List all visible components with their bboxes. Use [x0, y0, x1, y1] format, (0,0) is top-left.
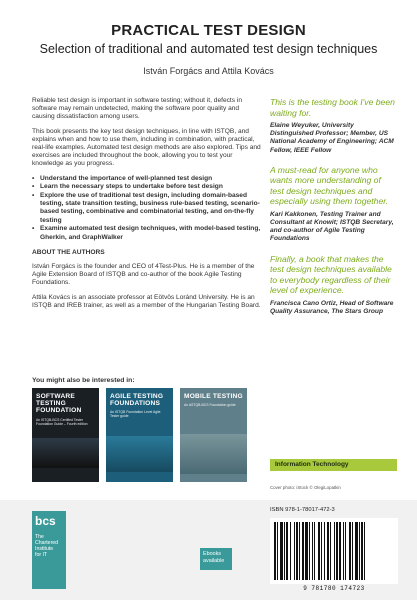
barcode-bar	[339, 522, 341, 580]
isbn-label: ISBN 978-1-78017-472-3	[270, 507, 335, 513]
related-heading: You might also be interested in:	[32, 377, 135, 384]
description-paragraph-2: This book presents the key test design techniques, in line with ISTQB, and explains when and how to use them, including in combination, with practical, real-life examples. Automated test design methods are also explored. Tips and exercises are included throughout the book, allowing you to test your knowledge as you progress.	[32, 127, 261, 168]
barcode-bar	[296, 522, 298, 580]
barcode-bar	[294, 522, 295, 580]
barcode-bar	[364, 522, 365, 580]
category-tag: Information Technology	[270, 459, 397, 471]
barcode-bar	[284, 522, 285, 580]
feature-item: • Learn the necessary steps to undertake before test design	[32, 183, 262, 191]
barcode-bar	[277, 522, 278, 580]
barcode-bar	[345, 522, 346, 580]
bcs-tagline-line: The	[35, 534, 44, 540]
barcode-bar	[305, 522, 308, 580]
related-book-subtitle: An ISTQB-BCS Certified Tester Foundation Guide – Fourth edition	[36, 417, 88, 426]
barcode-bar	[352, 522, 353, 580]
barcode-icon	[270, 518, 398, 584]
book-authors: István Forgács and Attila Kovács	[143, 66, 274, 76]
description-column	[32, 97, 262, 316]
barcode-bar	[312, 522, 313, 580]
bcs-tagline-line: for IT	[35, 552, 48, 558]
feature-list	[32, 175, 262, 242]
cover-credit: Cover photo: iStock © OlegiLopatkin	[270, 485, 341, 490]
barcode-bar	[302, 522, 304, 580]
related-book-title: SOFTWARE TESTING FOUNDATION	[36, 393, 82, 415]
barcode-bar	[327, 522, 329, 580]
feature-item: • Explore the use of traditional test design, including domain-based testing, state transition testing, business rule-based testing, scenario-based testing, combinative and combinatorial testing, and on-the-fly testing	[32, 192, 262, 225]
cover-image	[32, 438, 99, 468]
barcode-bar	[359, 522, 360, 580]
barcode-bar	[318, 522, 320, 580]
barcode-bar	[361, 522, 363, 580]
description-paragraph-1: Reliable test design is important in software testing; without it, defects in software may remain undetected, making the software poor quality and causing dissatisfaction among users.	[32, 97, 243, 121]
related-book-subtitle: An ISTQB Foundation Level Agile Tester guide	[110, 410, 161, 419]
ebook-badge-line: Ebooks	[203, 551, 221, 557]
feature-item: • Understand the importance of well-planned test design	[32, 175, 262, 183]
barcode-bar	[355, 522, 358, 580]
quote-text: This is the testing book I've been waiting for.	[270, 97, 395, 118]
barcode-bar	[309, 522, 310, 580]
barcode-bar	[321, 522, 322, 580]
barcode	[270, 518, 398, 584]
barcode-bar	[280, 522, 283, 580]
cover-image	[106, 436, 173, 472]
quote-text: A must-read for anyone who wants more understanding of test design techniques and especially using them together.	[270, 164, 389, 207]
related-book-cover[interactable]	[32, 388, 99, 482]
barcode-bar	[286, 522, 288, 580]
barcode-bar	[324, 522, 325, 580]
ebook-badge	[200, 548, 232, 570]
feature-item: • Examine automated test design techniques, with model-based testing, Gherkin, and GraphWalker	[32, 225, 262, 241]
quote-attribution: Elaine Weyuker, University Distinguished Professor; Member, US National Academy of Engineering; ACM Fellow, IEEE Fellow	[270, 122, 394, 154]
related-book-title: MOBILE TESTING	[184, 393, 243, 400]
barcode-bar	[330, 522, 331, 580]
bcs-logo	[32, 511, 66, 589]
barcode-number: 9 781780 174723	[303, 585, 365, 592]
barcode-bar	[336, 522, 338, 580]
bcs-tagline-line: Chartered	[35, 540, 59, 546]
barcode-bar	[290, 522, 291, 580]
cover-image	[180, 434, 247, 474]
quote-attribution: Kari Kakkonen, Testing Trainer and Consultant at Knowit; ISTQB Secretary, and co-author of Agile Testing Foundations	[270, 210, 394, 243]
about-paragraph-2: Attila Kovács is an associate professor at Eötvös Loránd University. He is an ISTQB and IREB trainer, as well as a member of the Hungarian Testing Board.	[32, 293, 261, 309]
barcode-bar	[334, 522, 335, 580]
related-book-title: AGILE TESTING FOUNDATIONS	[110, 393, 164, 408]
bcs-tagline	[35, 534, 63, 558]
quote-text: Finally, a book that makes the test design techniques available to everybody regardless of their level of experience.	[270, 253, 392, 296]
about-heading: ABOUT THE AUTHORS	[32, 248, 105, 256]
ebook-badge-line: available	[203, 557, 225, 564]
quotes-column	[270, 97, 397, 326]
barcode-bar	[299, 522, 300, 580]
barcode-bar	[349, 522, 351, 580]
barcode-bar	[314, 522, 315, 580]
related-book-subtitle: An ASTQB-BCS Foundation guide	[184, 403, 236, 408]
book-subtitle: Selection of traditional and automated test design techniques	[39, 42, 378, 56]
quote-attribution: Francisca Cano Ortiz, Head of Software Quality Assurance, The Stars Group	[270, 299, 394, 315]
bcs-tagline-line: Institute	[35, 546, 54, 552]
related-book-cover[interactable]	[106, 388, 173, 482]
related-book-cover[interactable]	[180, 388, 247, 482]
barcode-bar	[274, 522, 276, 580]
book-title: PRACTICAL TEST DESIGN	[111, 22, 306, 39]
bcs-logo-text: bcs	[35, 514, 56, 528]
about-paragraph-1: István Forgács is the founder and CEO of 4Test-Plus. He is a member of the Agile Extension Board of ISTQB and co-author of the book Agile Testing Foundations.	[32, 262, 255, 287]
barcode-bar	[343, 522, 344, 580]
